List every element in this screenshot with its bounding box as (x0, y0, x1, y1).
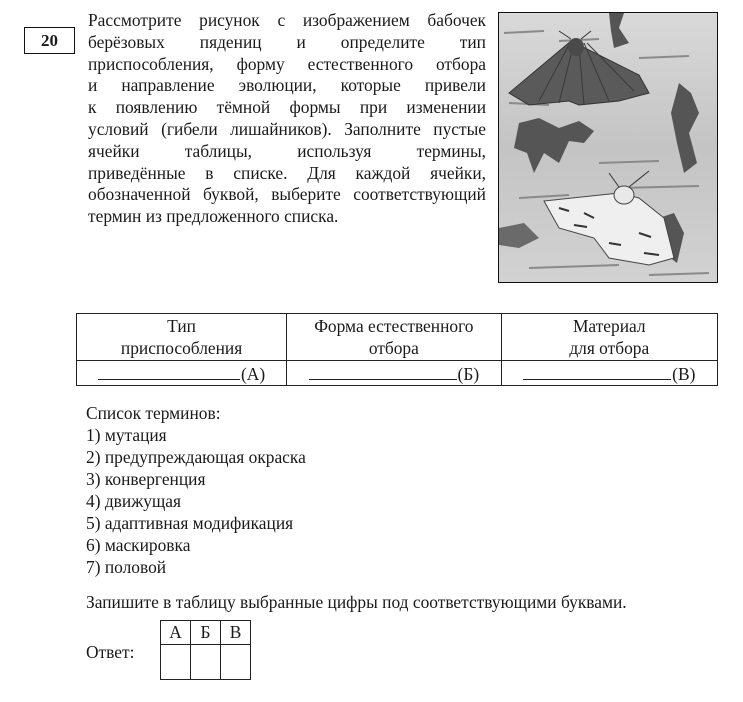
table-answer-row (77, 361, 718, 386)
task-text-line: берёзовых пядениц и определите тип (88, 31, 486, 52)
header-line: Тип (167, 316, 196, 336)
answer-letters-row (161, 621, 251, 645)
cell-b[interactable] (287, 361, 501, 386)
blank-line[interactable] (309, 362, 457, 380)
term-item: 1) мутация (86, 425, 167, 445)
moth-illustration (498, 12, 718, 283)
task-description (88, 10, 486, 228)
answer-values-row (161, 645, 251, 680)
header-line: отбора (368, 338, 419, 358)
header-line: для отбора (569, 338, 650, 358)
answer-letter-v: В (221, 621, 251, 645)
header-line: приспособления (120, 338, 243, 358)
answer-table (160, 620, 251, 680)
birch-bark-drawing (499, 13, 717, 282)
table-header-row (77, 314, 718, 361)
term-item: 6) маскировка (86, 535, 191, 555)
blank-line[interactable] (98, 362, 240, 380)
task-text-line: ячейки таблицы, используя термины, (88, 140, 486, 161)
answer-label: Ответ: (86, 642, 135, 662)
header-selection-material (501, 314, 717, 361)
header-adaptation-type (77, 314, 287, 361)
term-item: 2) предупреждающая окраска (86, 447, 306, 467)
task-text-line: термин из предложенного списка. (88, 206, 339, 227)
term-item: 3) конвергенция (86, 469, 206, 489)
task-text-line: Рассмотрите рисунок с изображением бабочек (88, 10, 486, 30)
cell-letter: (А) (240, 363, 266, 384)
answer-input-v[interactable] (221, 645, 251, 680)
cell-v[interactable] (501, 361, 717, 386)
cell-a[interactable] (77, 361, 287, 386)
task-text-line: приведённые в списке. Для каждой ячейки, (88, 162, 486, 183)
task-text-line: к появлению тёмной формы при изменении (88, 97, 486, 118)
header-selection-form (287, 314, 501, 361)
cell-letter: (В) (672, 363, 696, 384)
header-line: Материал (572, 316, 646, 336)
task-text-line: обозначенной буквой, выберите соответствующий (88, 184, 486, 205)
answer-input-b[interactable] (191, 645, 221, 680)
answer-instruction: Запишите в таблицу выбранные цифры под соответствующими буквами. (86, 592, 627, 612)
fill-in-table (76, 313, 718, 386)
answer-letter-b: Б (191, 621, 221, 645)
blank-line[interactable] (523, 362, 671, 380)
term-item: 7) половой (86, 557, 167, 577)
cell-letter: (Б) (457, 363, 480, 384)
task-text-line: условий (гибели лишайников). Заполните пустые (88, 118, 486, 139)
answer-letter-a: А (161, 621, 191, 645)
term-item: 5) адаптивная модификация (86, 513, 294, 533)
answer-input-a[interactable] (161, 645, 191, 680)
term-item: 4) движущая (86, 491, 182, 511)
task-text-line: приспособления, форму естественного отбора (88, 53, 486, 74)
terms-list (86, 402, 306, 578)
task-number: 20 (24, 27, 75, 54)
terms-title: Список терминов: (86, 403, 221, 423)
header-line: Форма естественного (314, 316, 474, 336)
task-text-line: и направление эволюции, которые привели (88, 75, 486, 96)
